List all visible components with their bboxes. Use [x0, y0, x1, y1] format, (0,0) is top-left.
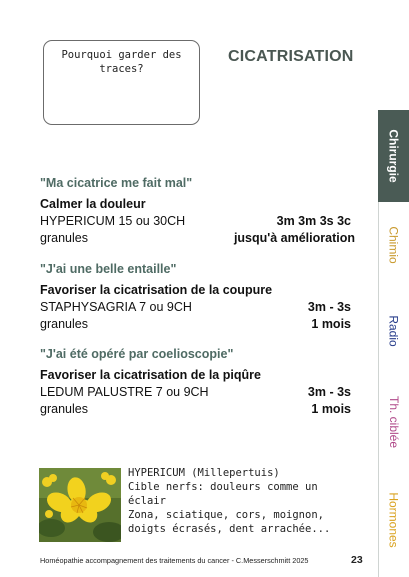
plant-desc-line: éclair [128, 495, 166, 507]
tab-radio[interactable] [378, 288, 409, 374]
section-subtitle: Favoriser la cicatrisation de la piqûre [40, 368, 261, 382]
remedy-row [40, 230, 355, 247]
tab-label: Th. ciblée [387, 395, 401, 449]
remedy-name: STAPHYSAGRIA 7 ou 9CH [40, 300, 192, 314]
remedy-duration: 1 mois [311, 317, 351, 331]
note-line: Pourquoi garder des [61, 49, 182, 61]
remedy-dose: 3m - 3s [307, 300, 351, 314]
section-heading: "J'ai été opéré par coelioscopie" [40, 347, 234, 361]
remedy-section [40, 262, 355, 333]
tab-label: Hormones [387, 492, 402, 548]
remedy-name: LEDUM PALUSTRE 7 ou 9CH [40, 385, 209, 399]
tab-th-ciblee[interactable] [378, 374, 409, 470]
question-note [43, 40, 200, 125]
remedy-row [40, 316, 355, 333]
remedy-row [40, 401, 355, 418]
remedy-row [40, 384, 355, 401]
tab-label: Chirurgie [387, 129, 401, 183]
hypericum-flower-illustration [39, 468, 121, 542]
tab-chirurgie[interactable] [378, 110, 409, 202]
tab-hormones[interactable] [378, 470, 409, 570]
section-subtitle: Favoriser la cicatrisation de la coupure [40, 283, 273, 297]
remedy-section [40, 347, 355, 418]
plant-desc-line: Cible nerfs: douleurs comme un [128, 481, 318, 493]
section-subtitle: Calmer la douleur [40, 197, 146, 211]
section-heading: "J'ai une belle entaille" [40, 262, 177, 276]
remedy-row [40, 213, 355, 230]
plant-desc-line: Zona, sciatique, cors, moignon, [128, 509, 324, 521]
remedy-duration: 1 mois [311, 402, 351, 416]
chapter-tabs [378, 110, 409, 577]
tab-chimio[interactable] [378, 202, 409, 288]
plant-description [128, 466, 348, 536]
remedy-name: HYPERICUM 15 ou 30CH [40, 214, 186, 228]
page-title: CICATRISATION [228, 48, 354, 65]
remedy-section [40, 176, 355, 247]
plant-desc-line: HYPERICUM (Millepertuis) [128, 467, 280, 479]
page-number: 23 [351, 554, 363, 566]
footer-credit: Homéopathie accompagnement des traitements du cancer - C.Messerschmitt 2025 [40, 556, 309, 565]
remedy-form: granules [40, 231, 88, 245]
remedy-dose: 3m 3m 3s 3c [276, 214, 351, 228]
remedy-form: granules [40, 402, 88, 416]
tab-label: Radio [386, 315, 401, 347]
note-line: traces? [99, 63, 144, 75]
hypericum-photo [39, 468, 121, 542]
remedy-row [40, 299, 355, 316]
remedy-duration: jusqu'à amélioration [233, 231, 355, 245]
remedy-dose: 3m - 3s [307, 385, 351, 399]
tab-label: Chimio [387, 226, 401, 264]
remedy-form: granules [40, 317, 88, 331]
section-heading: "Ma cicatrice me fait mal" [40, 176, 193, 190]
plant-desc-line: doigts écrasés, dent arrachée... [128, 523, 331, 535]
